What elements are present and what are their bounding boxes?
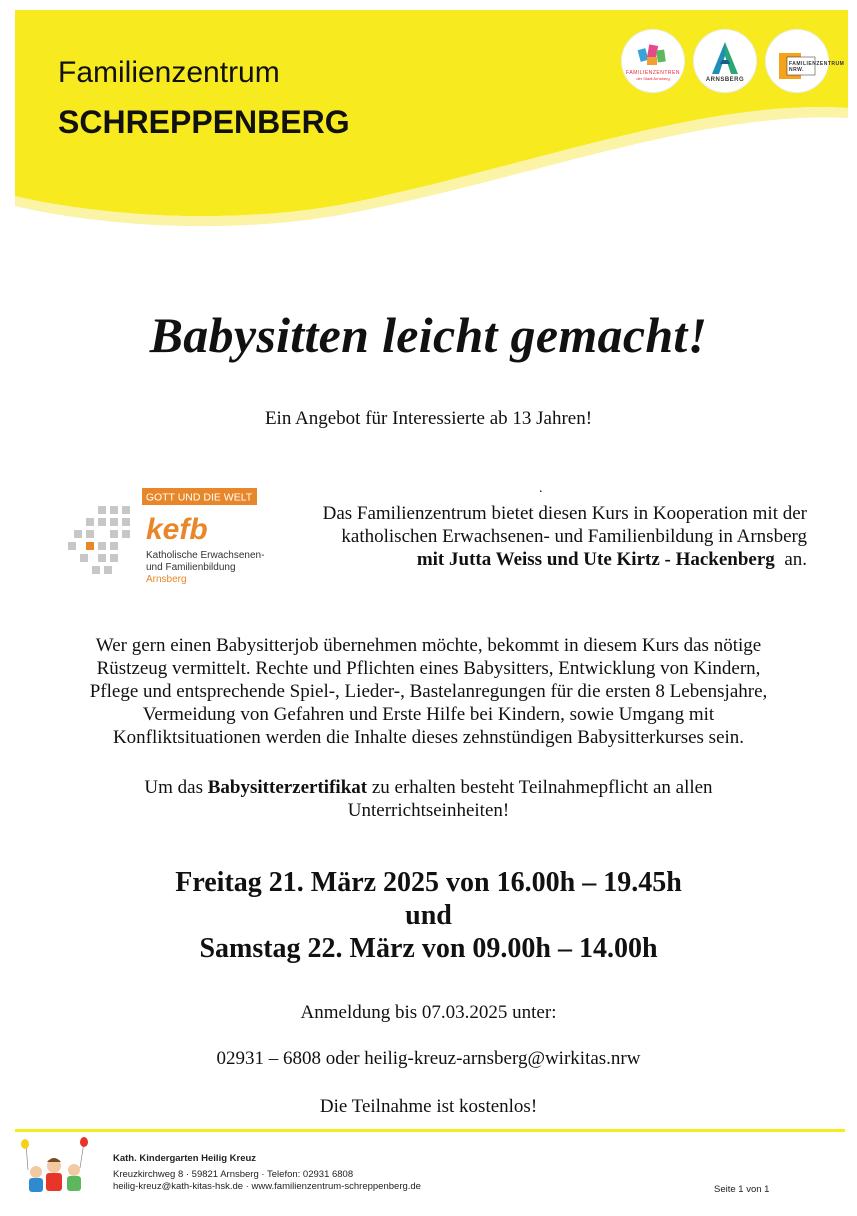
kefb-line3: Arnsberg [146, 574, 187, 585]
brand-title: Familienzentrum [58, 56, 280, 89]
course-dates [0, 866, 857, 965]
date-connector: und [405, 900, 452, 931]
kefb-line2: und Familienbildung [146, 562, 236, 573]
page-number: Seite 1 von 1 [714, 1184, 770, 1195]
coop-line1: Das Familienzentrum bietet diesen Kurs in Kooperation mit der [322, 503, 807, 524]
family-figures-icon [633, 41, 673, 69]
cert-post: zu erhalten besteht Teilnahmepflicht an allen [367, 777, 713, 798]
date-line1: Freitag 21. März 2025 von 16.00h – 19.45h [175, 867, 682, 898]
description-line: Pflege und entsprechende Spiel-, Lieder-, Bastelanregungen für die ersten 8 Lebensjahre, [89, 681, 768, 702]
cooperation-text [323, 502, 807, 571]
description-line: Wer gern einen Babysitterjob übernehmen möchte, bekommt in diesem Kurs das nötige [95, 635, 762, 656]
dot-marker: . [539, 481, 543, 496]
footer-web[interactable]: heilig-kreuz@kath-kitas-hsk.de · www.familienzentrum-schreppenberg.de [113, 1181, 421, 1192]
familienzentren-logo: FAMILIENZENTREN der Stadt Arnsberg [622, 30, 684, 92]
coop-line3 [323, 548, 807, 571]
description-line: Rüstzeug vermittelt. Rechte und Pflichten eines Babysitters, Entwicklung von Kindern, [96, 658, 761, 679]
subtitle: Ein Angebot für Interessierte ab 13 Jahren! [264, 408, 593, 429]
coop-tail: an. [774, 549, 807, 570]
page-title: Babysitten leicht gemacht! [149, 307, 708, 363]
contact-info[interactable]: 02931 – 6808 oder heilig-kreuz-arnsberg@wirkitas.nrw [216, 1048, 641, 1069]
registration-deadline: Anmeldung bis 07.03.2025 unter: [300, 1002, 557, 1023]
kefb-logo [60, 484, 265, 594]
description-line: Vermeidung von Gefahren und Erste Hilfe bei Kindern, sowie Umgang mit [142, 704, 715, 725]
coop-line2: katholischen Erwachsenen- und Familienbildung in Arnsberg [341, 526, 807, 547]
footer-divider [15, 1129, 845, 1132]
description-line: Konfliktsituationen werden die Inhalte dieses zehnstündigen Babysitterkurses sein. [112, 727, 745, 748]
footer-street: Kreuzkirchweg 8 · 59821 Arnsberg · Telefon: 02931 6808 [113, 1168, 354, 1180]
coop-instructors: mit Jutta Weiss und Ute Kirtz - Hackenberg [416, 549, 775, 570]
cert-bold: Babysitterzertifikat [207, 777, 368, 798]
brand-name: SCHREPPENBERG [58, 104, 350, 140]
cert-pre: Um das [144, 777, 208, 798]
kindergarten-kids-logo [16, 1136, 94, 1198]
kefb-banner: GOTT UND DIE WELT [145, 491, 253, 504]
cert-line2: Unterrichtseinheiten! [347, 800, 510, 821]
footer-address [113, 1153, 421, 1194]
kefb-word: kefb [146, 513, 208, 546]
footer-org: Kath. Kindergarten Heilig Kreuz [113, 1153, 257, 1164]
free-note: Die Teilnahme ist kostenlos! [319, 1096, 538, 1117]
arnsberg-logo: ARNSBERG [694, 30, 756, 92]
kefb-line1: Katholische Erwachsenen- [146, 550, 265, 561]
date-line2: Samstag 22. März von 09.00h – 14.00h [199, 933, 658, 964]
course-description [0, 634, 857, 749]
kefb-squares-icon [68, 506, 130, 574]
certificate-note [0, 776, 857, 822]
arnsberg-a-icon [708, 40, 742, 76]
familienzentrum-nrw-logo: FAMILIENZENTRUM NRW. [766, 30, 828, 92]
